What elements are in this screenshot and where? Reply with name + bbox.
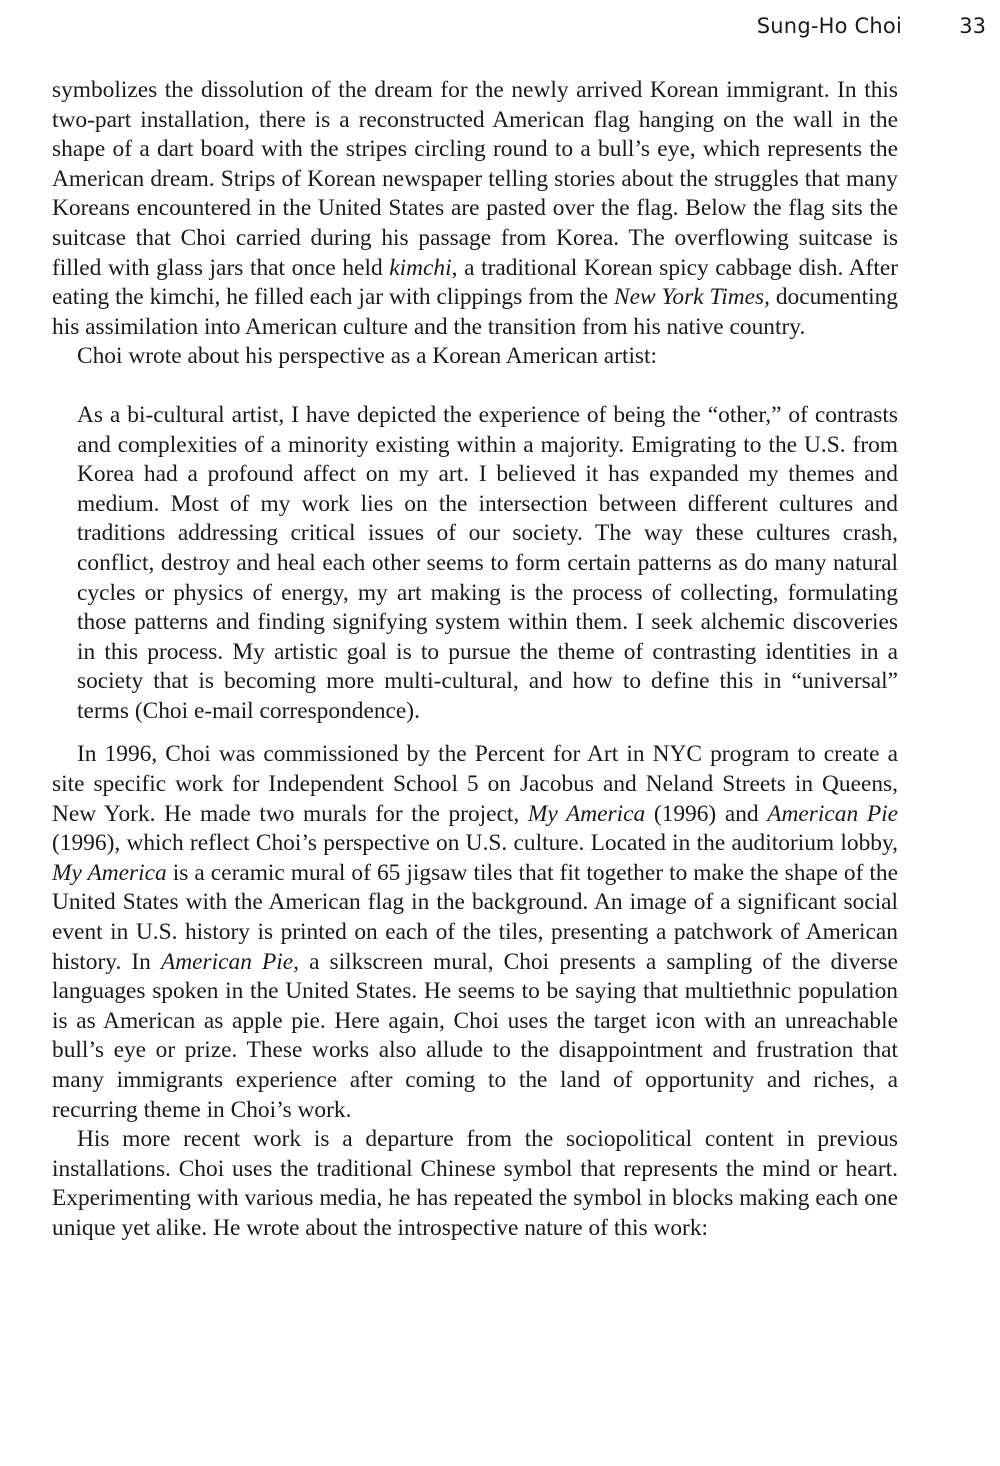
page-body: [52, 76, 898, 1244]
block-quote: [77, 401, 898, 727]
page-number: 33: [959, 14, 986, 38]
text-run: documenting his assimilation into American culture and the transition from his native country.: [52, 284, 898, 340]
text-run: In 1996, Choi was commissioned by the Percent for Art in NYC program to create a site specific work for Independent School 5 on Jacobus and Neland Streets in Queens, New York. He made two murals for the project,: [52, 741, 898, 827]
text-run: a traditional Korean spicy cabbage dish. After eating the kimchi, he filled each jar with clippings from the: [52, 254, 898, 311]
text-run: is a ceramic mural of 65 jigsaw tiles that fit together to make the shape of the United States with the American flag in the background. An image of a significant social event in U.S. history is printed on each of the tiles, presenting a patchwork of American history. In: [52, 859, 898, 975]
italic-title: New York Times,: [614, 284, 770, 311]
body-paragraph-2: [52, 342, 898, 372]
running-head: [0, 14, 1000, 48]
text-run: (1996), which reflect Choi’s perspective on U.S. culture. Located in the auditorium lobby,: [52, 830, 898, 857]
running-head-author: Sung-Ho Choi: [756, 14, 902, 38]
text-run: His more recent work is a departure from the sociopolitical content in previous installations. Choi uses the traditional Chinese symbol that represents the mind or heart. Experimenting with various media, he has repeated the symbol in blocks making each one unique yet alike. He wrote about the introspective nature of this work:: [52, 1126, 898, 1241]
italic-title: American Pie: [767, 800, 898, 827]
italic-title: My America: [527, 800, 646, 827]
text-run: As a bi-cultural artist, I have depicted the experience of being the “other,” of contrasts and complexities of a minority existing within a majority. Emigrating to the U.S. from Korea had a profound affect on my art. I believed it has expanded my themes and medium. Most of my work lies on the intersection between different cultures and traditions addressing critical issues of our society. The way these cultures crash, conflict, destroy and heal each other seems to form certain patterns as do many natural cycles or physics of energy, my art making is the process of collecting, formulating those patterns and finding signifying system within them. I seek alchemic discoveries in this process. My artistic goal is to pursue the theme of contrasting identities in a society that is becoming more multi-cultural, and how to define this in “universal” terms (Choi e-mail correspondence).: [77, 401, 898, 724]
body-paragraph-1: [52, 76, 898, 342]
text-run: symbolizes the dissolution of the dream for the newly arrived Korean immigrant. In this two-part installation, there is a reconstructed American flag hanging on the wall in the shape of a dart board with the stripes circling round to a bull’s eye, which represents the American dream. Strips of Korean newspaper telling stories about the struggles that many Koreans encountered in the United States are pasted over the flag. Below the flag sits the suitcase that Choi carried during his passage from Korea. The overflowing suitcase is filled with glass jars that once held: [52, 77, 898, 281]
text-run: Choi wrote about his perspective as a Korean American artist:: [77, 343, 658, 370]
text-run: a silkscreen mural, Choi presents a sampling of the diverse languages spoken in the United States. He seems to be saying that multiethnic population is as American as apple pie. Here again, Choi uses the target icon with an unreachable bull’s eye or prize. These works also allude to the disappointment and frustration that many immigrants experience after coming to the land of opportunity and riches, a recurring theme in Choi’s work.: [52, 948, 899, 1123]
italic-title: kimchi,: [389, 254, 458, 281]
body-paragraph-4: [52, 1125, 898, 1243]
text-run: (1996) and: [645, 800, 768, 827]
italic-title: American Pie,: [160, 948, 299, 975]
italic-title: My America: [52, 859, 167, 886]
body-paragraph-3: [52, 740, 898, 1125]
